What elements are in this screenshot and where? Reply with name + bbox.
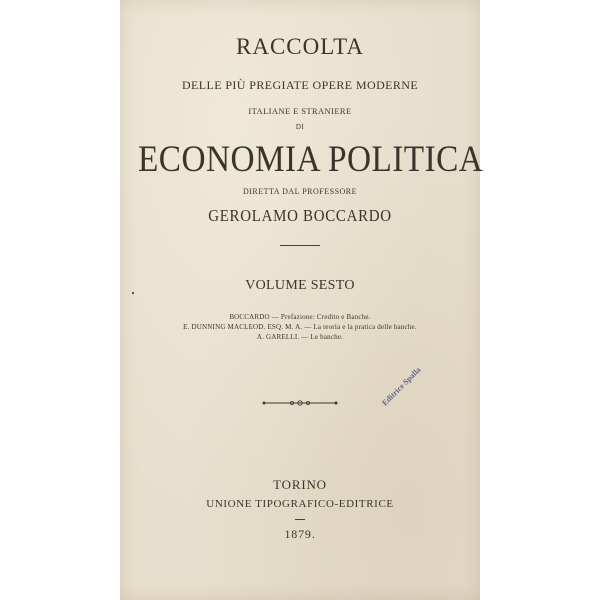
divider-rule xyxy=(280,245,320,246)
contents-item: A. GARELLI. — Le banche. xyxy=(256,333,344,341)
paper-speck xyxy=(132,292,134,294)
contents-item: BOCCARDO — Prefazione: Credito e Banche. xyxy=(229,313,371,321)
subtitle-line-1: DELLE PIÙ PREGIATE OPERE MODERNE xyxy=(181,78,419,92)
publication-city: TORINO xyxy=(273,477,327,492)
small-divider-rule xyxy=(295,519,305,520)
series-title: RACCOLTA xyxy=(236,34,364,59)
library-stamp: Editrice Spalla xyxy=(379,364,423,408)
editor-name: GEROLAMO BOCCARDO xyxy=(208,206,392,225)
publisher-name: UNIONE TIPOGRAFICO-EDITRICE xyxy=(206,498,394,510)
ornament-divider xyxy=(260,398,340,408)
directed-by-label: DIRETTA DAL PROFESSORE xyxy=(242,187,358,196)
contents-item: E. DUNNING MACLEOD. ESQ. M. A. — La teoria e la pratica delle banche. xyxy=(183,323,417,331)
publication-year: 1879. xyxy=(284,527,316,541)
contents-list xyxy=(120,312,480,342)
book-title-page xyxy=(120,0,484,600)
main-title: ECONOMIA POLITICA xyxy=(138,139,484,180)
subtitle-line-3: DI xyxy=(295,123,305,131)
subtitle-line-2: ITALIANE E STRANIERE xyxy=(248,106,352,116)
volume-label: VOLUME SESTO xyxy=(245,278,355,293)
